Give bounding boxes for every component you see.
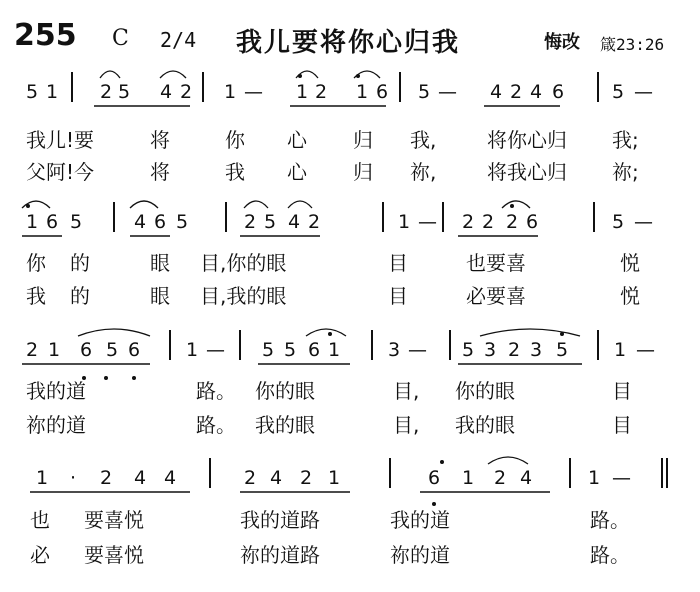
- note: —: [408, 339, 427, 361]
- note: 1: [588, 467, 601, 489]
- lyric-verse-1: 悦: [620, 251, 640, 275]
- lyric-verse-1: 眼: [150, 251, 170, 275]
- note: 5: [70, 211, 83, 233]
- note: 4: [288, 211, 301, 233]
- note: —: [636, 339, 655, 361]
- lyric-verse-2: 祢,: [410, 160, 437, 184]
- note: 2: [508, 339, 521, 361]
- lyric-verse-2: 路。: [590, 543, 630, 567]
- note: ·: [70, 467, 77, 489]
- octave-up-dot: [560, 332, 564, 336]
- lyric-verse-2: 祢的道路: [240, 543, 320, 567]
- octave-up-dot: [356, 74, 360, 78]
- lyric-verse-2: 我: [26, 284, 46, 308]
- octave-up-dot: [26, 204, 30, 208]
- lyric-verse-1: 我的道: [26, 379, 86, 403]
- note: 2: [315, 81, 328, 103]
- note: 2: [244, 211, 257, 233]
- octave-up-dot: [298, 74, 302, 78]
- lyric-verse-2: 祢;: [612, 160, 639, 184]
- lyric-verse-2: 祢的道: [390, 543, 450, 567]
- note: 5: [106, 339, 119, 361]
- note: 6: [154, 211, 167, 233]
- lyric-verse-1: 你的眼: [255, 379, 315, 403]
- lyric-verse-1: 我的道路: [240, 508, 320, 532]
- lyric-verse-1: 目,你的眼: [200, 251, 287, 275]
- lyric-verse-1: 将你心归: [487, 128, 567, 152]
- note: 5: [612, 81, 625, 103]
- note: 2: [308, 211, 321, 233]
- note: 2: [26, 339, 39, 361]
- note: 6: [80, 339, 93, 361]
- note: 5: [26, 81, 39, 103]
- hymn-author: 悔改: [544, 32, 580, 53]
- note: —: [634, 211, 653, 233]
- lyric-verse-1: 我的道: [390, 508, 450, 532]
- note: 1: [48, 339, 61, 361]
- lyric-verse-1: 路。: [590, 508, 630, 532]
- note: 4: [134, 211, 147, 233]
- note: 6: [428, 467, 441, 489]
- octave-up-dot: [328, 332, 332, 336]
- lyric-verse-1: 目,: [393, 379, 420, 403]
- note: —: [418, 211, 437, 233]
- lyric-verse-2: 必: [30, 543, 50, 567]
- note: 5: [264, 211, 277, 233]
- note: 4: [490, 81, 503, 103]
- note: 4: [134, 467, 147, 489]
- octave-down-dot: [132, 376, 136, 380]
- note: —: [634, 81, 653, 103]
- note: 2: [510, 81, 523, 103]
- note: 1: [614, 339, 627, 361]
- lyric-verse-1: 也: [30, 508, 50, 532]
- note: 3: [388, 339, 401, 361]
- lyric-verse-1: 我;: [612, 128, 639, 152]
- lyric-verse-1: 也要喜: [466, 251, 526, 275]
- note: 1: [462, 467, 475, 489]
- note: 5: [462, 339, 475, 361]
- lyric-verse-2: 必要喜: [466, 284, 526, 308]
- note: —: [206, 339, 225, 361]
- note: 6: [46, 211, 59, 233]
- lyric-verse-1: 心: [287, 128, 307, 152]
- note: 4: [270, 467, 283, 489]
- note: 1: [296, 81, 309, 103]
- note: 6: [308, 339, 321, 361]
- octave-up-dot: [510, 204, 514, 208]
- lyric-verse-1: 路。: [196, 379, 236, 403]
- lyric-verse-2: 眼: [150, 284, 170, 308]
- lyric-verse-1: 要喜悦: [84, 508, 144, 532]
- note: 3: [484, 339, 497, 361]
- octave-down-dot: [104, 376, 108, 380]
- lyric-verse-2: 目,我的眼: [200, 284, 287, 308]
- note: 5: [612, 211, 625, 233]
- lyric-verse-1: 我儿!要: [26, 128, 95, 152]
- lyric-verse-2: 目,: [393, 413, 420, 437]
- lyric-verse-2: 归: [353, 160, 373, 184]
- note: —: [438, 81, 457, 103]
- lyric-verse-2: 路。: [196, 413, 236, 437]
- slur: [22, 201, 50, 208]
- lyric-verse-2: 目: [388, 284, 408, 308]
- note: 2: [482, 211, 495, 233]
- lyric-verse-2: 我: [225, 160, 245, 184]
- note: 1: [26, 211, 39, 233]
- note: —: [612, 467, 631, 489]
- note: 6: [128, 339, 141, 361]
- note: 1: [328, 467, 341, 489]
- lyric-verse-2: 父阿!今: [26, 160, 95, 184]
- note: 4: [164, 467, 177, 489]
- note: 5: [418, 81, 431, 103]
- note: 2: [244, 467, 257, 489]
- note: 4: [530, 81, 543, 103]
- note: 5: [262, 339, 275, 361]
- hymn-number: 255: [14, 18, 77, 53]
- slur: [244, 201, 268, 208]
- note: 1: [328, 339, 341, 361]
- note: 1: [398, 211, 411, 233]
- slur: [488, 457, 528, 464]
- note: 5: [118, 81, 131, 103]
- lyric-verse-2: 将我心归: [487, 160, 567, 184]
- note: 2: [506, 211, 519, 233]
- lyric-verse-1: 归: [353, 128, 373, 152]
- note: 4: [160, 81, 173, 103]
- note: 6: [552, 81, 565, 103]
- lyric-verse-1: 你: [225, 128, 245, 152]
- note: 1: [46, 81, 59, 103]
- lyric-verse-1: 的: [70, 251, 90, 275]
- lyric-verse-2: 的: [70, 284, 90, 308]
- note: 2: [180, 81, 193, 103]
- note: 3: [530, 339, 543, 361]
- lyric-verse-1: 将: [150, 128, 170, 152]
- note: 2: [100, 467, 113, 489]
- note: 1: [356, 81, 369, 103]
- lyric-verse-2: 我的眼: [255, 413, 315, 437]
- key-signature: C: [112, 26, 129, 51]
- lyric-verse-2: 目: [612, 413, 632, 437]
- slur: [100, 71, 120, 78]
- slur: [502, 201, 530, 208]
- time-signature: 2/4: [160, 28, 197, 52]
- hymn-title: 我儿要将你心归我: [236, 28, 461, 58]
- slur: [78, 329, 150, 336]
- note: 6: [526, 211, 539, 233]
- note: 2: [462, 211, 475, 233]
- note: —: [244, 81, 263, 103]
- lyric-verse-2: 悦: [620, 284, 640, 308]
- lyric-verse-1: 目: [388, 251, 408, 275]
- lyric-verse-2: 祢的道: [26, 413, 86, 437]
- lyric-verse-1: 你的眼: [455, 379, 515, 403]
- note: 6: [376, 81, 389, 103]
- note: 5: [284, 339, 297, 361]
- note: 5: [176, 211, 189, 233]
- slur: [130, 201, 158, 208]
- octave-up-dot: [440, 460, 444, 464]
- note: 1: [36, 467, 49, 489]
- note: 4: [520, 467, 533, 489]
- note: 2: [494, 467, 507, 489]
- note: 2: [100, 81, 113, 103]
- lyric-verse-1: 目: [612, 379, 632, 403]
- octave-down-dot: [432, 502, 436, 506]
- note: 1: [224, 81, 237, 103]
- lyric-verse-2: 将: [150, 160, 170, 184]
- slur: [160, 71, 186, 78]
- lyric-verse-2: 心: [287, 160, 307, 184]
- scripture-reference: 箴23:26: [600, 35, 665, 54]
- note: 1: [186, 339, 199, 361]
- slur: [288, 201, 312, 208]
- lyric-verse-1: 我,: [410, 128, 437, 152]
- note: 2: [300, 467, 313, 489]
- slur: [306, 329, 346, 336]
- slur: [480, 329, 580, 336]
- lyric-verse-1: 你: [26, 251, 46, 275]
- note: 5: [556, 339, 569, 361]
- lyric-verse-2: 我的眼: [455, 413, 515, 437]
- lyric-verse-2: 要喜悦: [84, 543, 144, 567]
